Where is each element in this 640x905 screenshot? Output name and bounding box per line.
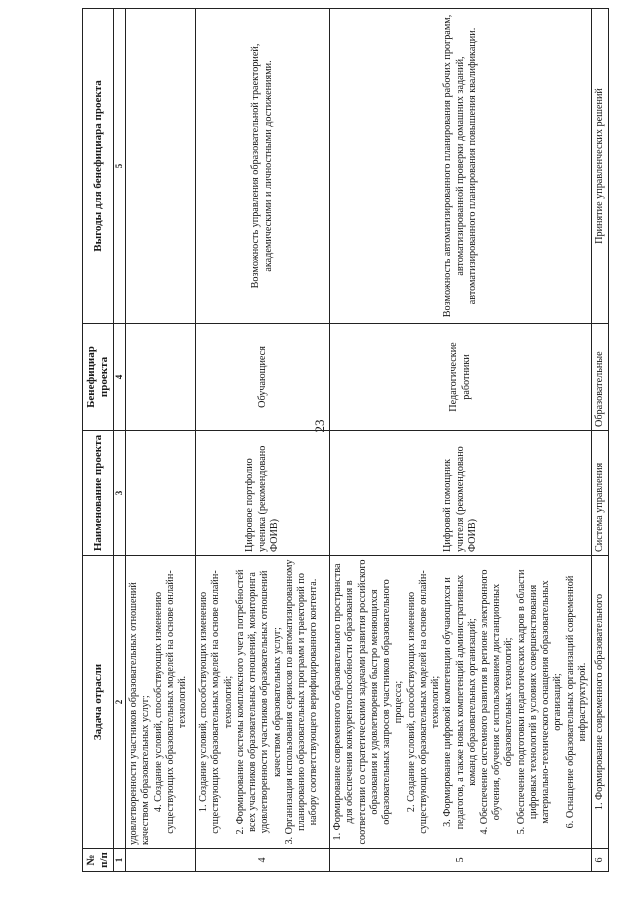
task-line: 2. Создание условий, способствующих изменению существующих образовательных моделей на основе онлайн-технологий; (405, 570, 442, 834)
beneficiary-cell: Обучающиеся (196, 324, 330, 431)
task-line: 3. Организация использования сервисов по автоматизированному планированию образовательных программ и траекторий по набору соответствующего верифицированного контента. (283, 559, 320, 845)
row-number: 5 (330, 849, 592, 872)
task-line: 6. Оснащение образовательных организаций современной инфраструктурой. (564, 575, 588, 829)
column-number: 1 (114, 849, 126, 872)
row-number: 6 (592, 849, 609, 872)
rotated-table-container (82, 14, 606, 872)
column-number: 5 (114, 9, 126, 324)
task-cell (196, 556, 330, 849)
header-project-name: Наименование проекта (83, 431, 114, 556)
beneficiary-cell: Образовательные (592, 324, 609, 431)
benefits-cell: Принятие управленческих решений (592, 9, 609, 324)
column-number: 3 (114, 431, 126, 556)
project-name-cell: Цифровой помощник учителя (рекомендовано ФОИВ) (330, 431, 592, 556)
header-number: № п/п (83, 849, 114, 872)
task-cell (330, 556, 592, 849)
column-number: 4 (114, 324, 126, 431)
header-task: Задача отрасли (83, 556, 114, 849)
table-row (126, 9, 196, 872)
column-number: 2 (114, 556, 126, 849)
benefits-cell: Возможность автоматизированного планирования рабочих программ, автоматизированной проверки домашних заданий, автоматизированного планирования повышения квалификации. (330, 9, 592, 324)
row-number (126, 849, 196, 872)
task-line: 4. Создание условий, способствующих изменению существующих образовательных моделей на основе онлайн-технологий. (152, 570, 189, 834)
row-number: 4 (196, 849, 330, 872)
header-benefits: Выгоды для бенефициара проекта (83, 9, 114, 324)
task-line: 1. Создание условий, способствующих изменению существующих образовательных моделей на основе онлайн-технологий; (198, 570, 234, 834)
table-header-row (83, 9, 114, 872)
projects-table (82, 8, 609, 872)
task-line: 2. Формирование системы комплексного учета потребностей всех участников образовательных отношений, мониторинга удовлетворенности участников образовательных отношений качеством образовательных услуг; (234, 569, 283, 835)
task-line: 5. Обеспечение подготовки педагогических кадров в области цифровых технологий в условиях совершенствования материально-технического оснащения образовательных организаций; (515, 569, 564, 835)
project-name-cell: Цифровое портфолио ученика (рекомендовано ФОИВ) (196, 431, 330, 556)
beneficiary-cell: Педагогические работники (330, 324, 592, 431)
project-name-cell (126, 431, 196, 556)
header-beneficiary: Бенефициар проекта (83, 324, 114, 431)
task-cell (592, 556, 609, 849)
task-line: 3. Формирование цифровой компетенции обучающихся и педагогов, а также новых компетенций административных команд образовательных организаций; (442, 574, 478, 830)
task-cell (126, 556, 196, 849)
table-row (196, 9, 330, 872)
table-row (592, 9, 609, 872)
table-row (330, 9, 592, 872)
task-line: удовлетворенности участников образовательных отношений качеством образовательных услуг; (128, 582, 152, 845)
task-line: 1. Формирование современного образовательного пространства для обеспечения конкурентоспособности образования в соответствии со стратегическими задачами развития российского образования и удовлетворения быстро меняющихся образовательных запросов участников образовательного процесса; (332, 559, 405, 845)
benefits-cell (126, 9, 196, 324)
task-line: 1. Формирование современного образовательного (594, 593, 606, 811)
column-number-row (114, 9, 126, 872)
benefits-cell: Возможность управления образовательной траекторией, академическими и личностными достижениями. (196, 9, 330, 324)
task-line: 4. Обеспечение системного развития в регионе электронного обучения, обучения с использованием дистанционных образовательных технологий; (478, 569, 515, 835)
beneficiary-cell (126, 324, 196, 431)
page-number: 23 (312, 419, 327, 433)
project-name-cell: Система управления (592, 431, 609, 556)
